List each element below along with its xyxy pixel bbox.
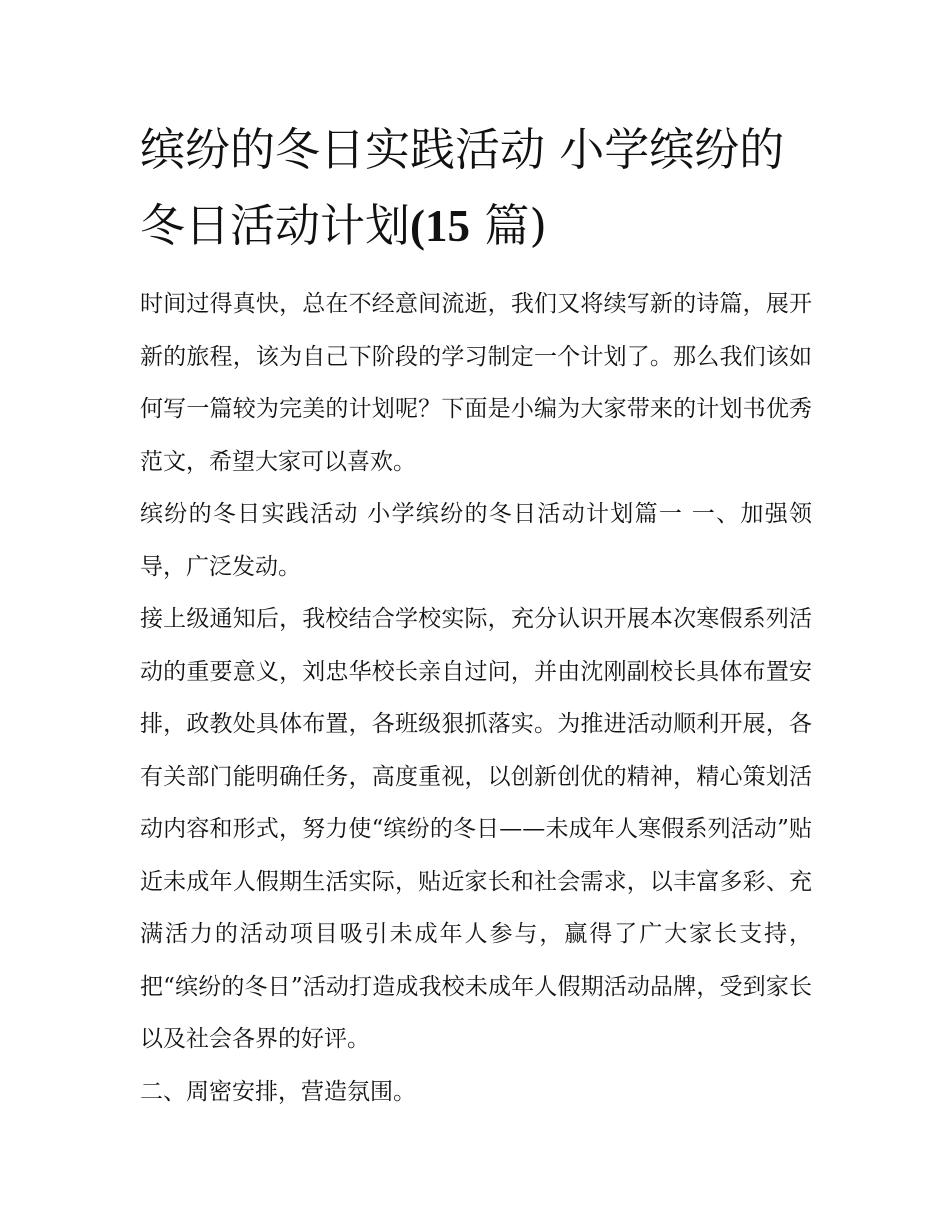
document-page (140, 112, 812, 1118)
paragraph-section-heading: 缤纷的冬日实践活动 小学缤纷的冬日活动计划篇一 一、加强领导，广泛发动。 (140, 501, 812, 580)
title-text: 缤纷的冬日实践活动 小学缤纷的冬日活动计划 (140, 123, 785, 252)
document-body (140, 278, 812, 1118)
paragraph-body: 接上级通知后，我校结合学校实际，充分认识开展本次寒假系列活动的重要意义，刘忠华校长亲自过问，并由沈刚副校长具体布置安排，政教处具体布置，各班级狠抓落实。为推进活动顺利开展，各有关部门能明确任务，高度重视，以创新创优的精神，精心策划活动内容和形式，努力使“缤纷的冬日——未成年人寒假系列活动”贴近未成年人假期生活实际，贴近家长和社会需求，以丰富多彩、充满活力的活动项目吸引未成年人参与，赢得了广大家长支持，把“缤纷的冬日”活动打造成我校未成年人假期活动品牌，受到家长以及社会各界的好评。 (140, 606, 812, 1052)
title-count: (15 (410, 201, 471, 251)
title-suffix: 篇) (470, 199, 547, 252)
paragraph-section-two: 二、周密安排，营造氛围。 (140, 1078, 416, 1105)
document-title (140, 112, 812, 264)
paragraph-intro: 时间过得真快，总在不经意间流逝，我们又将续写新的诗篇，展开新的旅程，该为自己下阶段的学习制定一个计划了。那么我们该如何写一篇较为完美的计划呢？下面是小编为大家带来的计划书优秀范文，希望大家可以喜欢。 (140, 291, 812, 475)
